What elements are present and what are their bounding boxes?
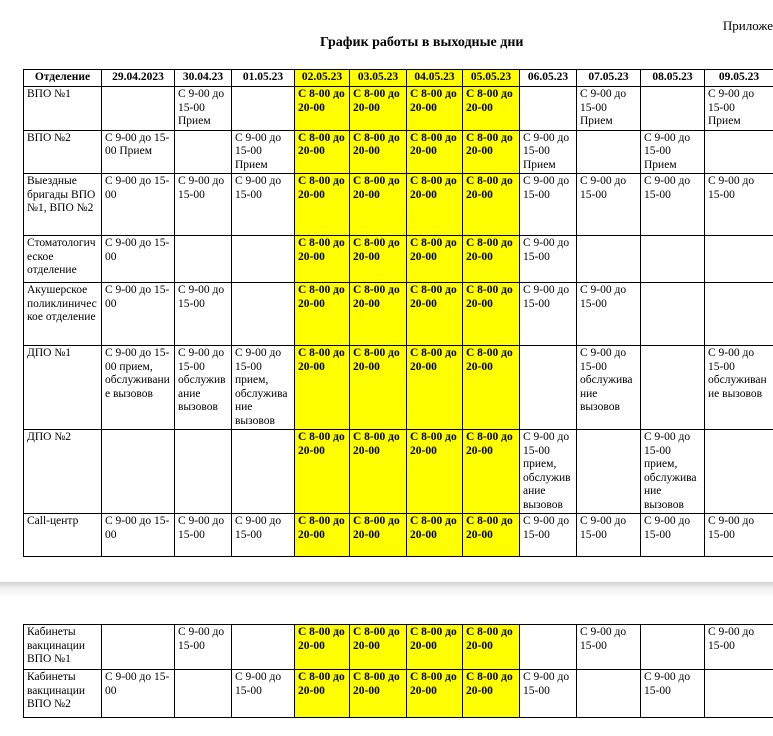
- schedule-cell: С 8-00 до 20-00: [295, 87, 350, 131]
- table-row: [24, 174, 773, 236]
- schedule-cell: С 8-00 до 20-00: [295, 514, 350, 557]
- schedule-cell: С 9-00 до 15-00: [641, 670, 705, 718]
- schedule-cell: С 9-00 до 15-00: [641, 174, 705, 236]
- schedule-cell: С 8-00 до 20-00: [463, 625, 520, 670]
- schedule-cell: С 9-00 до 15-00: [175, 283, 232, 346]
- schedule-cell: С 9-00 до 15-00: [232, 174, 295, 236]
- schedule-cell: С 8-00 до 20-00: [463, 430, 520, 514]
- schedule-cell: С 9-00 до 15-00: [175, 514, 232, 557]
- appendix-label: Приложе: [722, 18, 773, 33]
- schedule-cell: С 9-00 до 15-00: [577, 283, 641, 346]
- department-cell: ВПО №2: [24, 130, 102, 174]
- schedule-cell: С 8-00 до 20-00: [463, 236, 520, 283]
- schedule-cell: [641, 283, 705, 346]
- schedule-cell: С 8-00 до 20-00: [350, 514, 407, 557]
- table-row: [24, 514, 773, 557]
- schedule-cell: [232, 87, 295, 131]
- schedule-cell: С 9-00 до 15-00 Прием: [232, 130, 295, 174]
- schedule-cell: С 9-00 до 15-00: [577, 174, 641, 236]
- schedule-cell: С 9-00 до 15-00 прием, обслуживание вызовов: [102, 346, 175, 430]
- schedule-cell: [175, 670, 232, 718]
- schedule-cell: С 8-00 до 20-00: [407, 283, 463, 346]
- schedule-cell: [577, 236, 641, 283]
- schedule-cell: [232, 625, 295, 670]
- schedule-table-continued: [23, 624, 773, 718]
- schedule-cell: С 9-00 до 15-00 Прием: [577, 87, 641, 131]
- schedule-cell: С 9-00 до 15-00: [232, 514, 295, 557]
- schedule-cell: [641, 346, 705, 430]
- schedule-cell: С 9-00 до 15-00: [102, 514, 175, 557]
- schedule-cell: С 9-00 до 15-00: [520, 670, 577, 718]
- schedule-cell: С 8-00 до 20-00: [295, 346, 350, 430]
- schedule-cell: С 8-00 до 20-00: [463, 670, 520, 718]
- schedule-cell: С 9-00 до 15-00: [705, 514, 773, 557]
- schedule-cell: С 8-00 до 20-00: [295, 130, 350, 174]
- schedule-cell: С 9-00 до 15-00: [175, 174, 232, 236]
- schedule-cell: [102, 625, 175, 670]
- schedule-cell: [232, 283, 295, 346]
- schedule-cell: С 9-00 до 15-00: [232, 670, 295, 718]
- column-header-date: 06.05.23: [520, 70, 577, 87]
- schedule-cell: С 9-00 до 15-00: [520, 174, 577, 236]
- column-header-date: 09.05.23: [705, 70, 773, 87]
- schedule-cell: [641, 87, 705, 131]
- schedule-cell: [705, 236, 773, 283]
- schedule-cell: С 8-00 до 20-00: [295, 430, 350, 514]
- schedule-cell: [577, 430, 641, 514]
- column-header-department: Отделение: [24, 70, 102, 87]
- schedule-cell: С 9-00 до 15-00: [641, 514, 705, 557]
- schedule-cell: С 9-00 до 15-00 прием, обслуживание вызовов: [232, 346, 295, 430]
- schedule-cell: [232, 430, 295, 514]
- schedule-cell: С 8-00 до 20-00: [350, 346, 407, 430]
- column-header-date: 08.05.23: [641, 70, 705, 87]
- schedule-table: [23, 69, 773, 557]
- table-row: [24, 130, 773, 174]
- schedule-cell: С 9-00 до 15-00 обслуживание вызовов: [175, 346, 232, 430]
- schedule-cell: С 9-00 до 15-00: [705, 625, 773, 670]
- table-row: [24, 87, 773, 131]
- schedule-cell: С 9-00 до 15-00: [577, 514, 641, 557]
- schedule-cell: [641, 625, 705, 670]
- schedule-cell: [102, 87, 175, 131]
- column-header-date: 04.05.23: [407, 70, 463, 87]
- column-header-date: 30.04.23: [175, 70, 232, 87]
- schedule-cell: С 9-00 до 15-00 Прием: [175, 87, 232, 131]
- schedule-cell: С 9-00 до 15-00 прием, обслуживание вызовов: [520, 430, 577, 514]
- schedule-cell: С 8-00 до 20-00: [463, 174, 520, 236]
- schedule-cell: С 8-00 до 20-00: [350, 430, 407, 514]
- schedule-cell: С 8-00 до 20-00: [350, 236, 407, 283]
- page-break: [0, 582, 773, 624]
- schedule-cell: [520, 346, 577, 430]
- schedule-cell: С 9-00 до 15-00: [102, 283, 175, 346]
- schedule-cell: С 9-00 до 15-00 Прием: [641, 130, 705, 174]
- department-cell: ВПО №1: [24, 87, 102, 131]
- schedule-cell: С 8-00 до 20-00: [407, 670, 463, 718]
- table-row: [24, 236, 773, 283]
- department-cell: Call-центр: [24, 514, 102, 557]
- schedule-cell: С 9-00 до 15-00 обслуживание вызовов: [577, 346, 641, 430]
- schedule-cell: [705, 283, 773, 346]
- schedule-cell: С 9-00 до 15-00: [102, 236, 175, 283]
- schedule-cell: [577, 670, 641, 718]
- schedule-cell: С 9-00 до 15-00: [705, 174, 773, 236]
- schedule-cell: С 9-00 до 15-00 обслуживание вызовов: [705, 346, 773, 430]
- column-header-date: 03.05.23: [350, 70, 407, 87]
- department-cell: Кабинеты вакцинации ВПО №2: [24, 670, 102, 718]
- schedule-cell: С 8-00 до 20-00: [295, 236, 350, 283]
- schedule-cell: [175, 430, 232, 514]
- schedule-cell: С 8-00 до 20-00: [407, 87, 463, 131]
- department-cell: Кабинеты вакцинации ВПО №1: [24, 625, 102, 670]
- schedule-cell: С 8-00 до 20-00: [407, 130, 463, 174]
- department-cell: ДПО №1: [24, 346, 102, 430]
- schedule-cell: С 8-00 до 20-00: [407, 430, 463, 514]
- department-cell: Акушерское поликлиническое отделение: [24, 283, 102, 346]
- schedule-cell: [232, 236, 295, 283]
- schedule-cell: С 9-00 до 15-00 Прием: [102, 130, 175, 174]
- schedule-cell: [705, 670, 773, 718]
- schedule-cell: [641, 236, 705, 283]
- column-header-date: 07.05.23: [577, 70, 641, 87]
- schedule-cell: С 9-00 до 15-00: [175, 625, 232, 670]
- schedule-cell: С 8-00 до 20-00: [295, 670, 350, 718]
- schedule-cell: С 9-00 до 15-00 Прием: [520, 130, 577, 174]
- schedule-cell: С 8-00 до 20-00: [295, 625, 350, 670]
- schedule-cell: [175, 130, 232, 174]
- schedule-cell: С 8-00 до 20-00: [350, 625, 407, 670]
- schedule-cell: С 8-00 до 20-00: [407, 236, 463, 283]
- page-title: График работы в выходные дни: [320, 35, 524, 50]
- department-cell: Стоматологическое отделение: [24, 236, 102, 283]
- schedule-cell: С 8-00 до 20-00: [407, 174, 463, 236]
- schedule-cell: С 8-00 до 20-00: [407, 346, 463, 430]
- schedule-cell: [102, 430, 175, 514]
- schedule-cell: С 8-00 до 20-00: [463, 283, 520, 346]
- schedule-cell: С 8-00 до 20-00: [463, 87, 520, 131]
- column-header-date: 02.05.23: [295, 70, 350, 87]
- schedule-cell: С 8-00 до 20-00: [350, 174, 407, 236]
- schedule-cell: С 9-00 до 15-00: [520, 283, 577, 346]
- table-row: [24, 430, 773, 514]
- table-row: [24, 625, 773, 670]
- column-header-date: 01.05.23: [232, 70, 295, 87]
- schedule-cell: [577, 130, 641, 174]
- schedule-cell: С 8-00 до 20-00: [295, 283, 350, 346]
- schedule-cell: С 8-00 до 20-00: [463, 346, 520, 430]
- department-cell: Выездные бригады ВПО №1, ВПО №2: [24, 174, 102, 236]
- schedule-cell: [520, 625, 577, 670]
- schedule-cell: С 8-00 до 20-00: [350, 283, 407, 346]
- schedule-cell: С 8-00 до 20-00: [463, 130, 520, 174]
- schedule-cell: С 8-00 до 20-00: [295, 174, 350, 236]
- schedule-cell: [705, 430, 773, 514]
- schedule-cell: С 8-00 до 20-00: [350, 130, 407, 174]
- schedule-cell: С 9-00 до 15-00 прием, обслуживание вызовов: [641, 430, 705, 514]
- schedule-cell: С 8-00 до 20-00: [463, 514, 520, 557]
- table-row: [24, 346, 773, 430]
- schedule-cell: С 9-00 до 15-00: [520, 236, 577, 283]
- department-cell: ДПО №2: [24, 430, 102, 514]
- schedule-cell: С 9-00 до 15-00: [520, 514, 577, 557]
- schedule-cell: С 9-00 до 15-00: [577, 625, 641, 670]
- column-header-date: 29.04.2023: [102, 70, 175, 87]
- schedule-cell: [520, 87, 577, 131]
- schedule-cell: С 8-00 до 20-00: [407, 514, 463, 557]
- column-header-date: 05.05.23: [463, 70, 520, 87]
- schedule-cell: [705, 130, 773, 174]
- table-row: [24, 670, 773, 718]
- schedule-cell: С 9-00 до 15-00: [102, 670, 175, 718]
- schedule-cell: С 9-00 до 15-00: [102, 174, 175, 236]
- table-row: [24, 283, 773, 346]
- schedule-cell: С 8-00 до 20-00: [350, 670, 407, 718]
- schedule-cell: [175, 236, 232, 283]
- schedule-cell: С 8-00 до 20-00: [350, 87, 407, 131]
- schedule-cell: С 9-00 до 15-00 Прием: [705, 87, 773, 131]
- schedule-cell: С 8-00 до 20-00: [407, 625, 463, 670]
